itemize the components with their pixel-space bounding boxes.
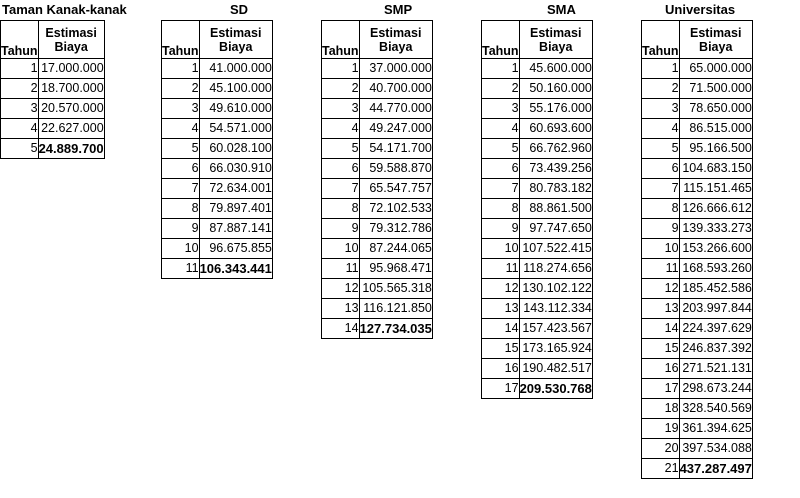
table-row bbox=[162, 119, 273, 139]
header-cost-line-2: Biaya bbox=[699, 39, 733, 54]
group-title: SMA bbox=[547, 2, 576, 17]
year-cell: 1 bbox=[162, 59, 200, 79]
table-row bbox=[642, 299, 753, 319]
year-cell: 17 bbox=[642, 379, 680, 399]
header-cost-line-1: Estimasi bbox=[210, 25, 262, 40]
header-row bbox=[1, 21, 105, 59]
table-row bbox=[482, 159, 593, 179]
year-cell: 11 bbox=[322, 259, 360, 279]
table-row bbox=[322, 119, 433, 139]
cost-cell: 246.837.392 bbox=[679, 339, 752, 359]
header-row bbox=[322, 21, 433, 59]
cost-cell: 437.287.497 bbox=[679, 459, 752, 479]
table-row bbox=[482, 239, 593, 259]
year-cell: 8 bbox=[162, 199, 200, 219]
cost-cell: 143.112.334 bbox=[519, 299, 592, 319]
cost-cell: 86.515.000 bbox=[679, 119, 752, 139]
cost-cell: 95.166.500 bbox=[679, 139, 752, 159]
year-cell: 5 bbox=[482, 139, 520, 159]
year-cell: 15 bbox=[642, 339, 680, 359]
cost-cell: 107.522.415 bbox=[519, 239, 592, 259]
cost-cell: 88.861.500 bbox=[519, 199, 592, 219]
header-row bbox=[642, 21, 753, 59]
table-row bbox=[162, 259, 273, 279]
year-cell: 4 bbox=[322, 119, 360, 139]
cost-cell: 190.482.517 bbox=[519, 359, 592, 379]
table-row bbox=[322, 139, 433, 159]
year-cell: 20 bbox=[642, 439, 680, 459]
cost-cell: 118.274.656 bbox=[519, 259, 592, 279]
year-cell: 3 bbox=[642, 99, 680, 119]
header-row bbox=[482, 21, 593, 59]
cost-cell: 139.333.273 bbox=[679, 219, 752, 239]
cost-cell: 50.160.000 bbox=[519, 79, 592, 99]
cost-table-sd bbox=[161, 20, 273, 279]
year-cell: 11 bbox=[162, 259, 200, 279]
cost-cell: 95.968.471 bbox=[359, 259, 432, 279]
header-cost-line-2: Biaya bbox=[54, 39, 88, 54]
year-cell: 2 bbox=[1, 79, 39, 99]
table-row bbox=[482, 119, 593, 139]
year-cell: 5 bbox=[642, 139, 680, 159]
table-row bbox=[1, 59, 105, 79]
cost-cell: 49.610.000 bbox=[199, 99, 272, 119]
table-row bbox=[642, 99, 753, 119]
table-row bbox=[642, 59, 753, 79]
cost-cell: 45.600.000 bbox=[519, 59, 592, 79]
cost-cell: 22.627.000 bbox=[38, 119, 104, 139]
header-cost-line-2: Biaya bbox=[219, 39, 253, 54]
header-cost-line-1: Estimasi bbox=[370, 25, 422, 40]
cost-cell: 168.593.260 bbox=[679, 259, 752, 279]
cost-cell: 79.312.786 bbox=[359, 219, 432, 239]
table-row bbox=[642, 139, 753, 159]
table-row bbox=[642, 199, 753, 219]
year-cell: 7 bbox=[482, 179, 520, 199]
table-row bbox=[482, 219, 593, 239]
year-cell: 14 bbox=[482, 319, 520, 339]
table-row bbox=[642, 219, 753, 239]
column-header-year: Tahun bbox=[642, 21, 680, 59]
year-cell: 9 bbox=[482, 219, 520, 239]
table-row bbox=[322, 299, 433, 319]
year-cell: 17 bbox=[482, 379, 520, 399]
table-row bbox=[482, 179, 593, 199]
group-title: SMP bbox=[384, 2, 413, 17]
column-header-cost bbox=[199, 21, 272, 59]
cost-cell: 209.530.768 bbox=[519, 379, 592, 399]
year-cell: 3 bbox=[1, 99, 39, 119]
table-row bbox=[642, 359, 753, 379]
year-cell: 1 bbox=[642, 59, 680, 79]
column-header-year: Tahun bbox=[1, 21, 39, 59]
year-cell: 19 bbox=[642, 419, 680, 439]
year-cell: 16 bbox=[482, 359, 520, 379]
year-cell: 3 bbox=[482, 99, 520, 119]
table-row bbox=[162, 159, 273, 179]
cost-cell: 185.452.586 bbox=[679, 279, 752, 299]
year-cell: 5 bbox=[1, 139, 39, 159]
cost-cell: 127.734.035 bbox=[359, 319, 432, 339]
year-cell: 21 bbox=[642, 459, 680, 479]
table-row bbox=[322, 59, 433, 79]
cost-cell: 298.673.244 bbox=[679, 379, 752, 399]
year-cell: 13 bbox=[642, 299, 680, 319]
cost-cell: 66.762.960 bbox=[519, 139, 592, 159]
cost-cell: 96.675.855 bbox=[199, 239, 272, 259]
group-title: Taman Kanak-kanak bbox=[2, 2, 127, 17]
group-title: SD bbox=[230, 2, 249, 17]
table-row bbox=[1, 139, 105, 159]
table-row bbox=[322, 219, 433, 239]
year-cell: 9 bbox=[162, 219, 200, 239]
table-row bbox=[482, 319, 593, 339]
table-row bbox=[162, 79, 273, 99]
cost-table-smp bbox=[321, 20, 433, 339]
cost-cell: 87.887.141 bbox=[199, 219, 272, 239]
table-row bbox=[482, 339, 593, 359]
year-cell: 12 bbox=[322, 279, 360, 299]
table-row bbox=[642, 239, 753, 259]
year-cell: 1 bbox=[482, 59, 520, 79]
table-row bbox=[642, 79, 753, 99]
year-cell: 12 bbox=[642, 279, 680, 299]
year-cell: 2 bbox=[322, 79, 360, 99]
year-cell: 6 bbox=[482, 159, 520, 179]
cost-cell: 79.897.401 bbox=[199, 199, 272, 219]
table-row bbox=[322, 199, 433, 219]
table-row bbox=[482, 199, 593, 219]
table-row bbox=[322, 159, 433, 179]
year-cell: 10 bbox=[322, 239, 360, 259]
year-cell: 14 bbox=[642, 319, 680, 339]
year-cell: 10 bbox=[162, 239, 200, 259]
cost-cell: 271.521.131 bbox=[679, 359, 752, 379]
table-row bbox=[162, 219, 273, 239]
cost-table-sma bbox=[481, 20, 593, 399]
year-cell: 10 bbox=[482, 239, 520, 259]
year-cell: 6 bbox=[642, 159, 680, 179]
table-row bbox=[322, 239, 433, 259]
column-header-cost bbox=[679, 21, 752, 59]
cost-cell: 105.565.318 bbox=[359, 279, 432, 299]
year-cell: 7 bbox=[322, 179, 360, 199]
cost-cell: 328.540.569 bbox=[679, 399, 752, 419]
year-cell: 2 bbox=[162, 79, 200, 99]
table-row bbox=[642, 279, 753, 299]
table-row bbox=[642, 159, 753, 179]
cost-cell: 18.700.000 bbox=[38, 79, 104, 99]
column-header-cost bbox=[38, 21, 104, 59]
table-row bbox=[162, 239, 273, 259]
year-cell: 1 bbox=[322, 59, 360, 79]
table-row bbox=[322, 279, 433, 299]
cost-cell: 55.176.000 bbox=[519, 99, 592, 119]
table-row bbox=[642, 419, 753, 439]
cost-cell: 87.244.065 bbox=[359, 239, 432, 259]
year-cell: 16 bbox=[642, 359, 680, 379]
table-row bbox=[482, 79, 593, 99]
cost-cell: 49.247.000 bbox=[359, 119, 432, 139]
table-row bbox=[322, 179, 433, 199]
header-cost-line-2: Biaya bbox=[379, 39, 413, 54]
year-cell: 11 bbox=[482, 259, 520, 279]
cost-cell: 59.588.870 bbox=[359, 159, 432, 179]
header-cost-line-1: Estimasi bbox=[690, 25, 742, 40]
cost-cell: 71.500.000 bbox=[679, 79, 752, 99]
cost-cell: 37.000.000 bbox=[359, 59, 432, 79]
table-row bbox=[482, 359, 593, 379]
table-row bbox=[162, 199, 273, 219]
column-header-cost bbox=[519, 21, 592, 59]
table-row bbox=[1, 79, 105, 99]
year-cell: 7 bbox=[642, 179, 680, 199]
cost-cell: 106.343.441 bbox=[199, 259, 272, 279]
table-row bbox=[482, 99, 593, 119]
table-row bbox=[642, 459, 753, 479]
header-row bbox=[162, 21, 273, 59]
table-row bbox=[322, 319, 433, 339]
table-row bbox=[162, 59, 273, 79]
column-header-year: Tahun bbox=[482, 21, 520, 59]
cost-cell: 78.650.000 bbox=[679, 99, 752, 119]
cost-table-universitas bbox=[641, 20, 753, 479]
cost-cell: 224.397.629 bbox=[679, 319, 752, 339]
year-cell: 8 bbox=[642, 199, 680, 219]
cost-cell: 17.000.000 bbox=[38, 59, 104, 79]
cost-cell: 65.000.000 bbox=[679, 59, 752, 79]
year-cell: 11 bbox=[642, 259, 680, 279]
year-cell: 18 bbox=[642, 399, 680, 419]
cost-cell: 97.747.650 bbox=[519, 219, 592, 239]
group-title: Universitas bbox=[665, 2, 736, 17]
cost-cell: 397.534.088 bbox=[679, 439, 752, 459]
cost-cell: 60.028.100 bbox=[199, 139, 272, 159]
table-row bbox=[322, 259, 433, 279]
table-row bbox=[162, 139, 273, 159]
cost-cell: 60.693.600 bbox=[519, 119, 592, 139]
cost-cell: 72.634.001 bbox=[199, 179, 272, 199]
cost-table-tk bbox=[0, 20, 105, 159]
year-cell: 13 bbox=[322, 299, 360, 319]
year-cell: 9 bbox=[642, 219, 680, 239]
cost-cell: 45.100.000 bbox=[199, 79, 272, 99]
table-row bbox=[482, 299, 593, 319]
year-cell: 10 bbox=[642, 239, 680, 259]
table-row bbox=[642, 119, 753, 139]
table-row bbox=[322, 99, 433, 119]
cost-cell: 66.030.910 bbox=[199, 159, 272, 179]
cost-cell: 20.570.000 bbox=[38, 99, 104, 119]
cost-cell: 153.266.600 bbox=[679, 239, 752, 259]
table-row bbox=[482, 139, 593, 159]
cost-cell: 173.165.924 bbox=[519, 339, 592, 359]
cost-cell: 65.547.757 bbox=[359, 179, 432, 199]
year-cell: 1 bbox=[1, 59, 39, 79]
cost-cell: 72.102.533 bbox=[359, 199, 432, 219]
year-cell: 8 bbox=[322, 199, 360, 219]
table-row bbox=[642, 259, 753, 279]
cost-cell: 157.423.567 bbox=[519, 319, 592, 339]
year-cell: 9 bbox=[322, 219, 360, 239]
cost-cell: 115.151.465 bbox=[679, 179, 752, 199]
year-cell: 7 bbox=[162, 179, 200, 199]
table-row bbox=[162, 179, 273, 199]
year-cell: 8 bbox=[482, 199, 520, 219]
cost-cell: 361.394.625 bbox=[679, 419, 752, 439]
year-cell: 4 bbox=[1, 119, 39, 139]
year-cell: 4 bbox=[482, 119, 520, 139]
table-row bbox=[642, 439, 753, 459]
table-row bbox=[482, 279, 593, 299]
column-header-cost bbox=[359, 21, 432, 59]
column-header-year: Tahun bbox=[322, 21, 360, 59]
cost-cell: 54.171.700 bbox=[359, 139, 432, 159]
table-row bbox=[642, 319, 753, 339]
cost-cell: 203.997.844 bbox=[679, 299, 752, 319]
year-cell: 4 bbox=[162, 119, 200, 139]
cost-cell: 126.666.612 bbox=[679, 199, 752, 219]
column-header-year: Tahun bbox=[162, 21, 200, 59]
year-cell: 6 bbox=[322, 159, 360, 179]
year-cell: 2 bbox=[642, 79, 680, 99]
cost-cell: 116.121.850 bbox=[359, 299, 432, 319]
cost-cell: 24.889.700 bbox=[38, 139, 104, 159]
year-cell: 15 bbox=[482, 339, 520, 359]
table-row bbox=[482, 259, 593, 279]
year-cell: 5 bbox=[162, 139, 200, 159]
header-cost-line-2: Biaya bbox=[539, 39, 573, 54]
year-cell: 14 bbox=[322, 319, 360, 339]
table-row bbox=[642, 339, 753, 359]
cost-cell: 41.000.000 bbox=[199, 59, 272, 79]
table-row bbox=[482, 59, 593, 79]
cost-cell: 130.102.122 bbox=[519, 279, 592, 299]
year-cell: 3 bbox=[162, 99, 200, 119]
year-cell: 6 bbox=[162, 159, 200, 179]
table-row bbox=[1, 119, 105, 139]
header-cost-line-1: Estimasi bbox=[45, 25, 97, 40]
year-cell: 13 bbox=[482, 299, 520, 319]
table-row bbox=[642, 179, 753, 199]
cost-cell: 54.571.000 bbox=[199, 119, 272, 139]
header-cost-line-1: Estimasi bbox=[530, 25, 582, 40]
year-cell: 4 bbox=[642, 119, 680, 139]
table-row bbox=[1, 99, 105, 119]
cost-cell: 80.783.182 bbox=[519, 179, 592, 199]
year-cell: 5 bbox=[322, 139, 360, 159]
cost-cell: 104.683.150 bbox=[679, 159, 752, 179]
table-row bbox=[482, 379, 593, 399]
year-cell: 12 bbox=[482, 279, 520, 299]
table-row bbox=[162, 99, 273, 119]
year-cell: 2 bbox=[482, 79, 520, 99]
cost-cell: 73.439.256 bbox=[519, 159, 592, 179]
year-cell: 3 bbox=[322, 99, 360, 119]
table-row bbox=[642, 399, 753, 419]
cost-cell: 40.700.000 bbox=[359, 79, 432, 99]
table-row bbox=[642, 379, 753, 399]
table-row bbox=[322, 79, 433, 99]
cost-cell: 44.770.000 bbox=[359, 99, 432, 119]
